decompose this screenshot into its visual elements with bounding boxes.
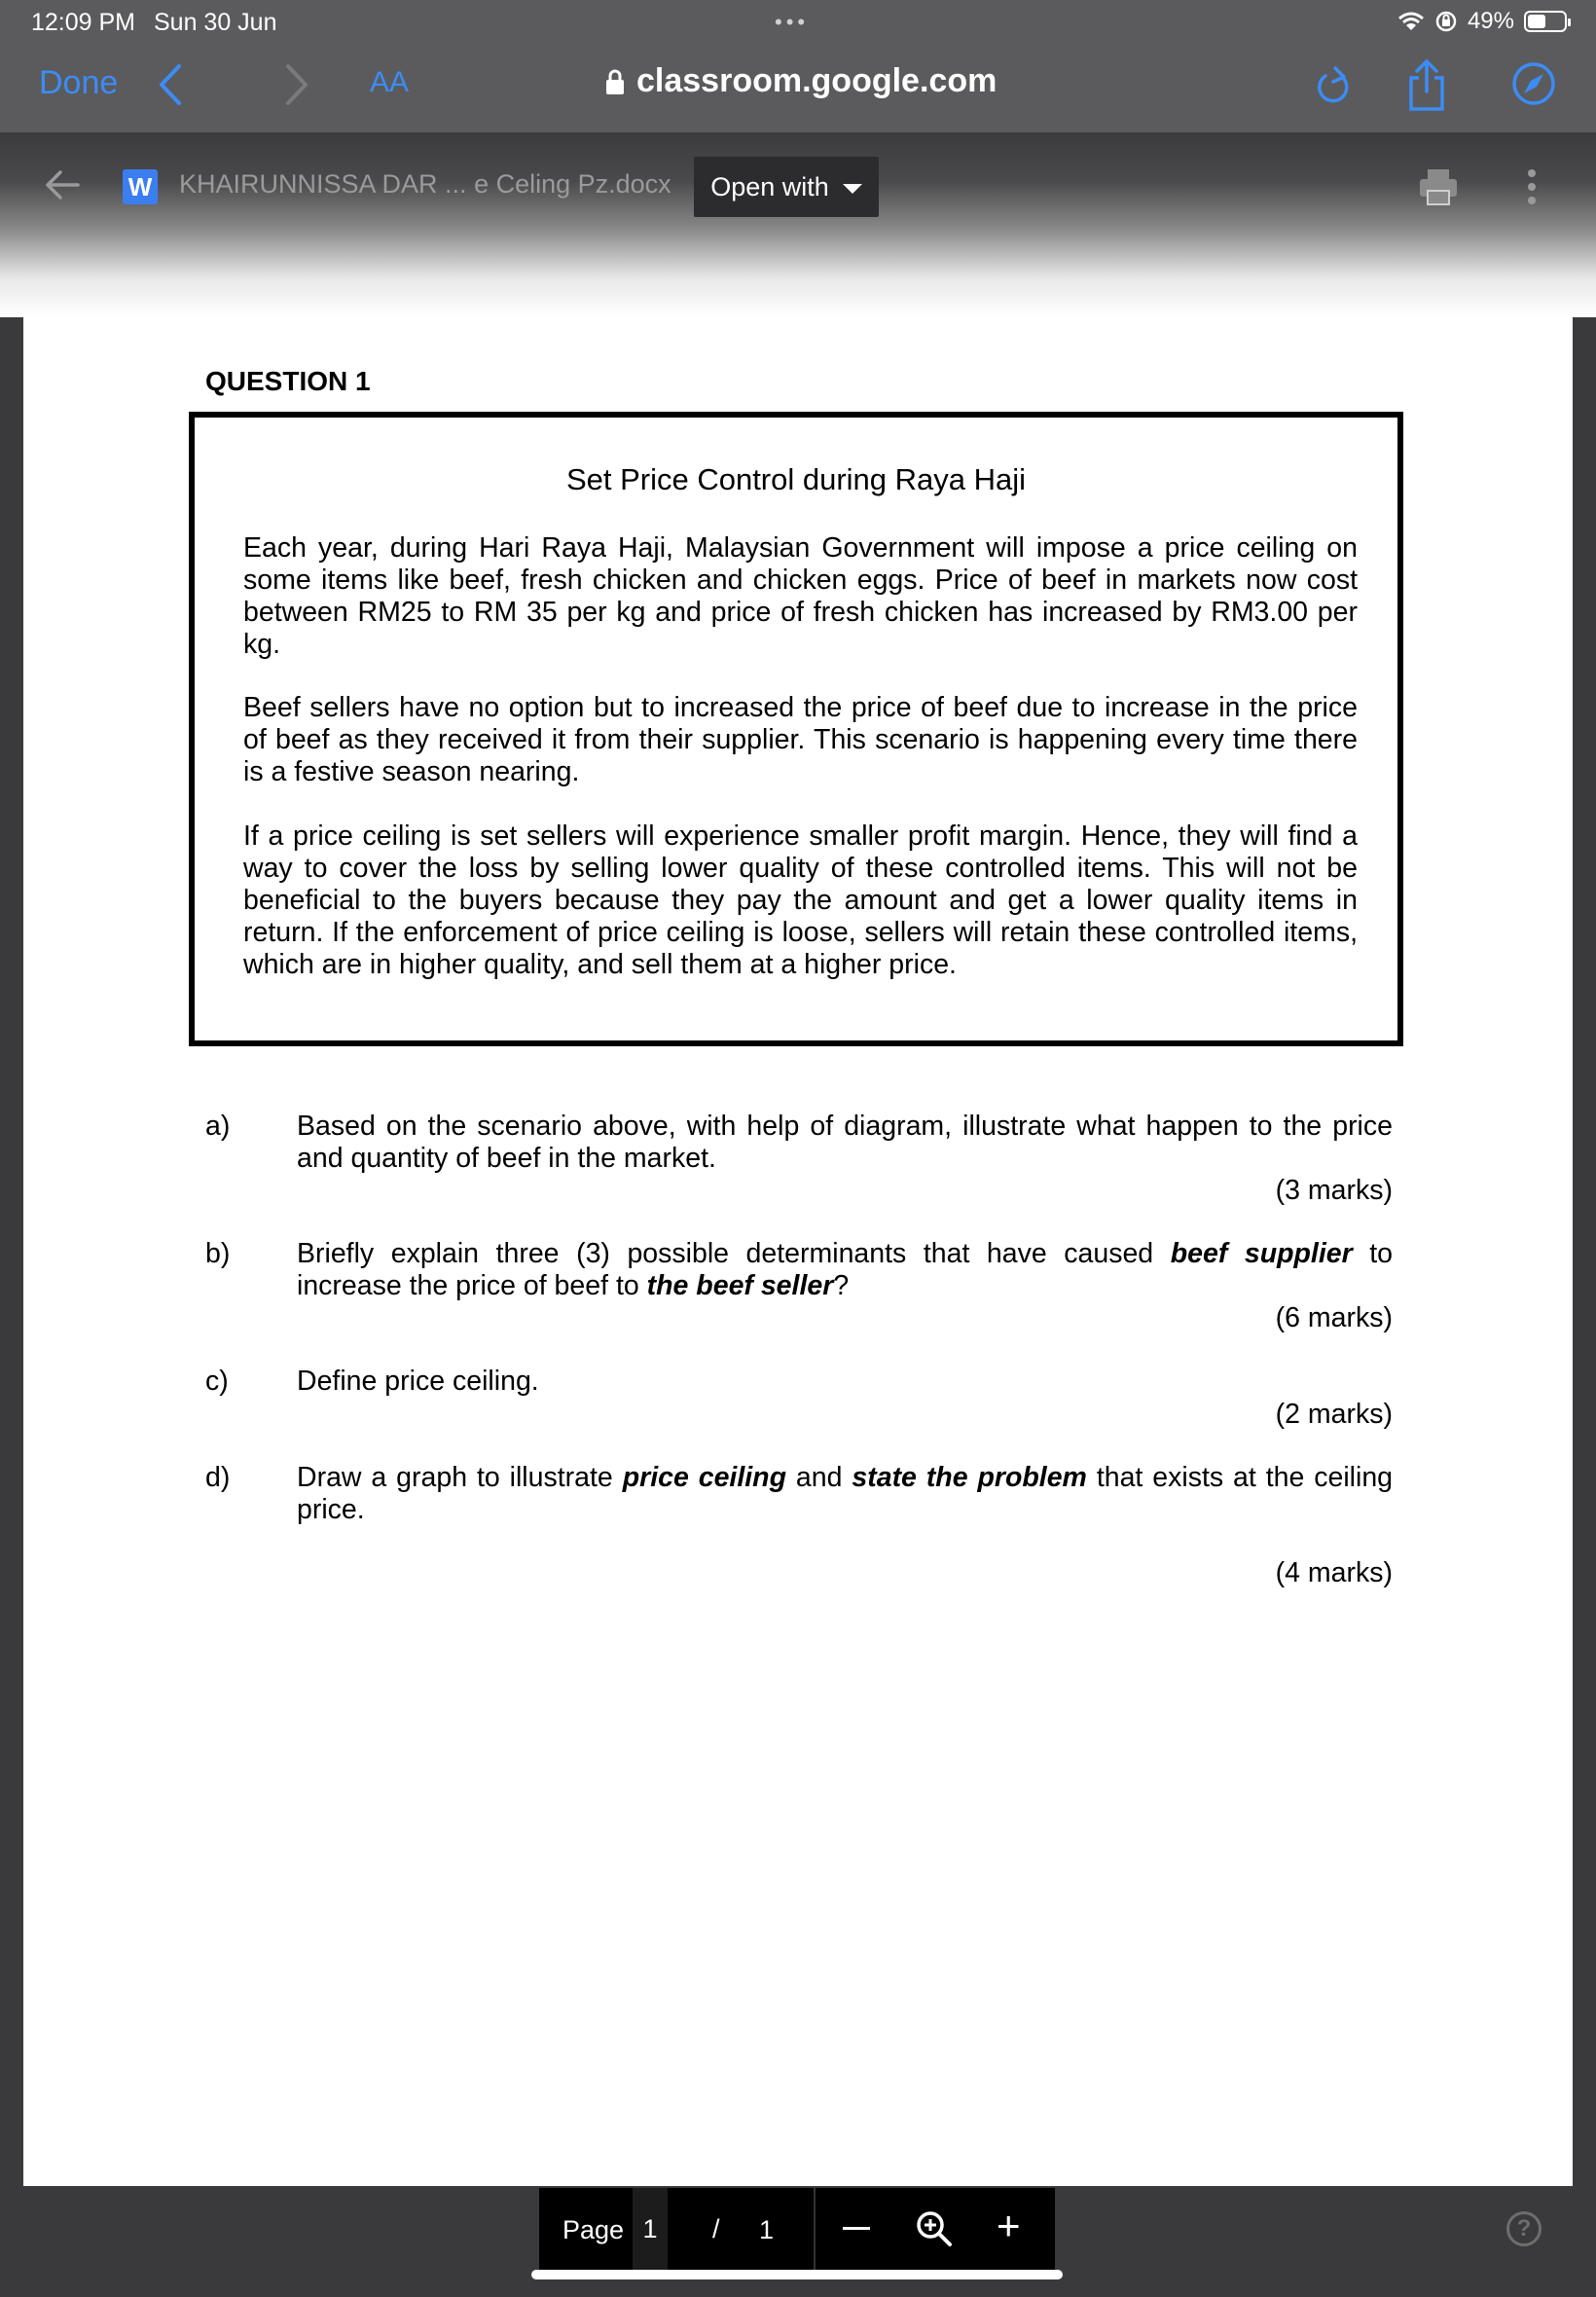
reload-icon[interactable] (1312, 64, 1353, 109)
battery-percent: 49% (1467, 8, 1514, 34)
question-text-part: and (786, 1462, 852, 1493)
document-viewer (0, 132, 1596, 2297)
text-size-button[interactable]: AA (370, 66, 410, 98)
zoom-out-icon[interactable] (843, 2227, 870, 2230)
question-text-part: to increase the price of beef to (297, 1238, 1394, 1301)
page-label: Page (562, 2215, 625, 2244)
forward-chevron-icon[interactable] (282, 60, 311, 109)
question-marks: (6 marks) (1275, 1302, 1393, 1333)
browser-toolbar (0, 47, 1596, 132)
scenario-box (189, 412, 1403, 1046)
zoom-magnifier-icon[interactable] (915, 2209, 954, 2248)
viewer-header (0, 132, 1596, 317)
question-text (297, 1238, 1393, 1302)
question-emphasis: price ceiling (622, 1462, 786, 1493)
question-emphasis: beef supplier (1170, 1238, 1353, 1269)
scenario-paragraph: Beef sellers have no option but to increased the price of beef due to increase in the price of beef as they received it from their supplier. This scenario is happening every time there is a festive season nearing. (243, 692, 1358, 787)
question-text (297, 1462, 1393, 1526)
status-time: 12:09 PM (31, 9, 136, 36)
url-text: classroom.google.com (636, 62, 998, 99)
question-heading: QUESTION 1 (205, 366, 371, 396)
question-text: Define price ceiling. (297, 1366, 539, 1397)
page-number-input[interactable] (633, 2188, 668, 2270)
orientation-lock-icon (1434, 10, 1458, 33)
scenario-title: Set Price Control during Raya Haji (565, 462, 1027, 496)
question-marks: (3 marks) (1275, 1175, 1393, 1206)
address-bar[interactable] (605, 62, 997, 100)
document-page (23, 317, 1573, 2186)
battery-level (1528, 15, 1545, 28)
question-letter: c) (205, 1366, 229, 1397)
print-icon[interactable] (1417, 165, 1460, 208)
question-text-part: Briefly explain three (3) possible determinants that have caused (297, 1238, 1171, 1269)
zoom-in-icon[interactable]: + (997, 2203, 1021, 2248)
question-emphasis: the beef seller (646, 1270, 834, 1301)
question-text-part: that exists at the ceiling price. (297, 1462, 1394, 1525)
question-letter: d) (205, 1462, 231, 1493)
open-with-button[interactable] (694, 157, 879, 217)
status-date: Sun 30 Jun (154, 9, 277, 36)
scenario-paragraph: Each year, during Hari Raya Haji, Malaysian Government will impose a price ceiling on some items like beef, fresh chicken and chicken eggs. Price of beef in markets now cost between RM25 to RM 35 per kg and price of fresh chicken has increased by RM3.00 per kg. (243, 532, 1358, 660)
word-file-icon: W (123, 169, 158, 204)
file-name: KHAIRUNNISSA DAR ... e Celing Pz.docx (179, 169, 671, 199)
question-letter: b) (205, 1238, 231, 1269)
total-pages: 1 (759, 2215, 775, 2244)
page-separator: / (712, 2214, 720, 2243)
battery-tip (1568, 18, 1571, 26)
status-bar (0, 0, 1596, 47)
lock-icon (605, 68, 625, 95)
battery-icon (1524, 11, 1567, 32)
home-indicator[interactable] (531, 2270, 1063, 2279)
back-chevron-icon[interactable] (156, 60, 185, 109)
multitasking-dots-icon[interactable]: ••• (775, 10, 810, 34)
question-text-part: Draw a graph to illustrate (297, 1462, 623, 1493)
dropdown-caret-icon (843, 184, 862, 194)
done-button[interactable]: Done (39, 64, 119, 101)
share-icon[interactable] (1405, 58, 1448, 113)
question-marks: (4 marks) (1275, 1557, 1393, 1588)
status-indicators (1397, 8, 1567, 35)
question-text: Based on the scenario above, with help of diagram, illustrate what happen to the price and quantity of beef in the market. (297, 1111, 1393, 1174)
current-page: 1 (642, 2213, 658, 2243)
question-text-part: ? (833, 1270, 850, 1301)
page-control (539, 2188, 1055, 2270)
more-options-icon[interactable] (1522, 165, 1542, 208)
question-marks: (2 marks) (1275, 1399, 1393, 1430)
back-arrow-icon[interactable] (43, 165, 82, 204)
divider (814, 2188, 816, 2270)
scenario-paragraph: If a price ceiling is set sellers will experience smaller profit margin. Hence, they will find a way to cover the loss by selling lower quality of these controlled items. This will not be beneficial to the buyers because they pay the amount and get a lower quality items in return. If the enforcement of price ceiling is loose, sellers will retain these controlled items, which are in higher quality, and sell them at a higher price. (243, 820, 1358, 980)
wifi-icon (1397, 11, 1425, 32)
help-icon[interactable]: ? (1506, 2211, 1542, 2246)
compass-icon[interactable] (1510, 60, 1557, 107)
question-emphasis: state the problem (852, 1462, 1087, 1493)
open-with-label: Open with (710, 171, 829, 201)
question-letter: a) (205, 1111, 231, 1142)
